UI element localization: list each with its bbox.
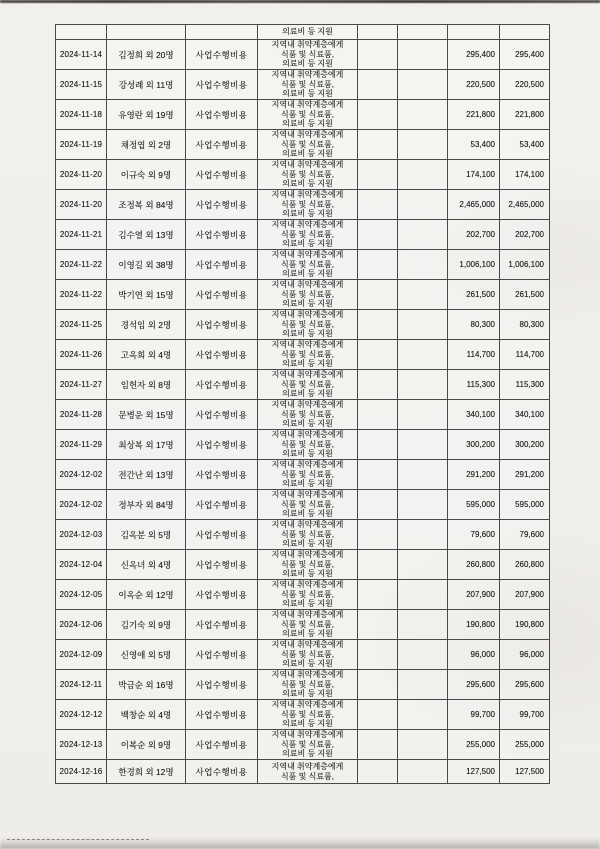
cell-blank-2 <box>397 340 447 369</box>
cell-amount2: 202,700 <box>499 220 548 249</box>
cell-amount1: 300,200 <box>447 430 499 459</box>
cell-name: 임헌자 외 8명 <box>106 370 185 399</box>
cell-blank-1 <box>357 670 397 699</box>
cell-desc: 지역내 취약계층에게 식품 및 식료품, 의료비 등 지원 <box>257 280 357 309</box>
cell-blank-2 <box>397 370 447 399</box>
cell-blank-1 <box>357 490 397 519</box>
cell-amount2: 99,700 <box>499 700 548 729</box>
cell-amount1: 127,500 <box>447 760 499 783</box>
cell-date: 2024-12-16 <box>59 767 103 776</box>
cell-desc: 지역내 취약계층에게 식품 및 식료품, 의료비 등 지원 <box>257 400 357 429</box>
cell-amount2: 595,000 <box>499 490 548 519</box>
cell-desc: 지역내 취약계층에게 식품 및 식료품, 의료비 등 지원 <box>257 580 357 609</box>
table-row <box>56 729 549 759</box>
table-row <box>56 759 549 783</box>
cell-desc: 지역내 취약계층에게 식품 및 식료품, 의료비 등 지원 <box>257 520 357 549</box>
table-row <box>56 249 549 279</box>
cell-blank-2 <box>397 310 447 339</box>
cell-type: 사업수행비용 <box>185 40 257 69</box>
cell-blank-1 <box>357 700 397 729</box>
cell-date: 2024-12-02 <box>59 500 103 509</box>
cell-blank-1 <box>357 310 397 339</box>
cell-type: 사업수행비용 <box>185 220 257 249</box>
cell-name: 한경희 외 12명 <box>106 760 185 783</box>
cell-blank-2 <box>397 700 447 729</box>
cell-desc: 지역내 취약계층에게 식품 및 식료품, 의료비 등 지원 <box>257 190 357 219</box>
cell-amount2: 96,000 <box>499 640 548 669</box>
cell-desc: 지역내 취약계층에게 식품 및 식료품, 의료비 등 지원 <box>257 220 357 249</box>
cell-date: 2024-11-27 <box>59 380 103 389</box>
cell-blank-1 <box>357 40 397 69</box>
cell-date: 2024-12-06 <box>59 620 103 629</box>
cell-name: 최상복 외 17명 <box>106 430 185 459</box>
cell-desc: 지역내 취약계층에게 식품 및 식료품, 의료비 등 지원 <box>257 340 357 369</box>
carryover-desc: 의료비 등 지원 <box>257 25 357 39</box>
cell-date: 2024-11-18 <box>59 110 103 119</box>
cell-amount2: 261,500 <box>499 280 548 309</box>
cell-blank-2 <box>397 430 447 459</box>
cell-amount1: 595,000 <box>447 490 499 519</box>
cell-type: 사업수행비용 <box>185 190 257 219</box>
cell-type: 사업수행비용 <box>185 610 257 639</box>
cell-date: 2024-11-21 <box>59 230 103 239</box>
cell-date: 2024-11-26 <box>59 350 103 359</box>
cell-amount1: 291,200 <box>447 460 499 489</box>
table-row <box>56 579 549 609</box>
cell-blank-1 <box>357 100 397 129</box>
cell-desc: 지역내 취약계층에게 식품 및 식료품, 의료비 등 지원 <box>257 310 357 339</box>
cell-amount1: 202,700 <box>447 220 499 249</box>
cell-name: 이옥순 외 12명 <box>106 580 185 609</box>
table-row <box>56 129 549 159</box>
cell-date: 2024-12-02 <box>59 470 103 479</box>
cell-name: 정부자 외 84명 <box>106 490 185 519</box>
cell-blank-2 <box>397 280 447 309</box>
cell-type: 사업수행비용 <box>185 430 257 459</box>
cell-amount1: 114,700 <box>447 340 499 369</box>
cell-amount1: 2,465,000 <box>447 190 499 219</box>
cell-amount2: 340,100 <box>499 400 548 429</box>
cell-type: 사업수행비용 <box>185 580 257 609</box>
cell-amount1: 220,500 <box>447 70 499 99</box>
cell-desc: 지역내 취약계층에게 식품 및 식료품, 의료비 등 지원 <box>257 730 357 759</box>
carryover-row <box>56 25 549 39</box>
cell-amount1 <box>447 25 499 39</box>
table-row <box>56 339 549 369</box>
cell-blank-2 <box>397 520 447 549</box>
cell-name: 문병운 외 15명 <box>106 400 185 429</box>
cell-amount2: 300,200 <box>499 430 548 459</box>
cell-amount2: 174,100 <box>499 160 548 189</box>
cell-blank-1 <box>357 70 397 99</box>
cell-blank-2 <box>397 130 447 159</box>
cell-amount2: 53,400 <box>499 130 548 159</box>
cell-blank-1 <box>357 460 397 489</box>
cell-amount2: 2,465,000 <box>499 190 548 219</box>
cell-desc: 지역내 취약계층에게 식품 및 식료품, 의료비 등 지원 <box>257 160 357 189</box>
table-row <box>56 219 549 249</box>
cell-date: 2024-12-03 <box>59 530 103 539</box>
table-row <box>56 69 549 99</box>
cell-desc: 지역내 취약계층에게 식품 및 식료품, 의료비 등 지원 <box>257 370 357 399</box>
cell-date: 2024-11-15 <box>59 80 103 89</box>
cell-amount1: 190,800 <box>447 610 499 639</box>
cell-blank-1 <box>357 160 397 189</box>
cell-blank-2 <box>397 640 447 669</box>
cell-blank-1 <box>357 25 397 39</box>
cell-amount1: 115,300 <box>447 370 499 399</box>
cell-amount1: 261,500 <box>447 280 499 309</box>
cell-blank-1 <box>357 550 397 579</box>
cell-date: 2024-11-20 <box>59 200 103 209</box>
cell-date: 2024-11-20 <box>59 170 103 179</box>
cell-amount1: 255,000 <box>447 730 499 759</box>
cell-type: 사업수행비용 <box>185 760 257 783</box>
ledger-table <box>55 24 550 784</box>
table-row <box>56 279 549 309</box>
cell-amount2: 115,300 <box>499 370 548 399</box>
cell-date: 2024-11-19 <box>59 140 103 149</box>
cell-date: 2024-11-22 <box>59 260 103 269</box>
cell-blank-1 <box>357 520 397 549</box>
cell-name: 유영란 외 19명 <box>106 100 185 129</box>
cell-type: 사업수행비용 <box>185 490 257 519</box>
cell-amount1: 174,100 <box>447 160 499 189</box>
cell-type: 사업수행비용 <box>185 640 257 669</box>
cell-blank-1 <box>357 730 397 759</box>
table-row <box>56 369 549 399</box>
cell-amount1: 53,400 <box>447 130 499 159</box>
cell-date: 2024-11-22 <box>59 290 103 299</box>
cell-blank-1 <box>357 430 397 459</box>
cell-blank-2 <box>397 580 447 609</box>
cell-type: 사업수행비용 <box>185 730 257 759</box>
cell-type: 사업수행비용 <box>185 340 257 369</box>
cell-blank-1 <box>357 130 397 159</box>
cell-date: 2024-11-29 <box>59 440 103 449</box>
cell-type: 사업수행비용 <box>185 670 257 699</box>
cell-desc: 지역내 취약계층에게 식품 및 식료품, 의료비 등 지원 <box>257 100 357 129</box>
table-row <box>56 399 549 429</box>
cell-blank-1 <box>357 220 397 249</box>
cell-type: 사업수행비용 <box>185 550 257 579</box>
scan-top-edge-artifact <box>0 0 600 3</box>
cell-date: 2024-11-14 <box>59 50 103 59</box>
cell-blank-2 <box>397 190 447 219</box>
cell-date: 2024-12-05 <box>59 590 103 599</box>
cell-blank-2 <box>397 760 447 783</box>
table-row <box>56 189 549 219</box>
cell-amount2: 190,800 <box>499 610 548 639</box>
cell-type: 사업수행비용 <box>185 400 257 429</box>
table-row <box>56 39 549 69</box>
cell-name: 조정복 외 84명 <box>106 190 185 219</box>
cell-type: 사업수행비용 <box>185 70 257 99</box>
cell-type: 사업수행비용 <box>185 280 257 309</box>
cell-blank-2 <box>397 40 447 69</box>
cell-name: 전간난 외 13명 <box>106 460 185 489</box>
cell-name: 신옥녀 외 4명 <box>106 550 185 579</box>
cell-name: 백창순 외 4명 <box>106 700 185 729</box>
cell-blank-1 <box>357 760 397 783</box>
table-row <box>56 459 549 489</box>
cell-amount2: 1,006,100 <box>499 250 548 279</box>
cell-date: 2024-12-13 <box>59 740 103 749</box>
cell-desc: 지역내 취약계층에게 식품 및 식료품, 의료비 등 지원 <box>257 670 357 699</box>
cell-name <box>106 25 185 39</box>
cell-amount2 <box>499 25 548 39</box>
cell-desc: 지역내 취약계층에게 식품 및 식료품, 의료비 등 지원 <box>257 550 357 579</box>
table-row <box>56 429 549 459</box>
cell-blank-2 <box>397 250 447 279</box>
table-row <box>56 309 549 339</box>
cell-amount2: 295,600 <box>499 670 548 699</box>
cell-amount2: 295,400 <box>499 40 548 69</box>
cell-amount2: 221,800 <box>499 100 548 129</box>
cell-date: 2024-11-28 <box>59 410 103 419</box>
cell-blank-1 <box>357 580 397 609</box>
cell-name: 김옥분 외 5명 <box>106 520 185 549</box>
cell-date <box>56 25 106 39</box>
cell-amount2: 207,900 <box>499 580 548 609</box>
cell-amount1: 340,100 <box>447 400 499 429</box>
cell-type: 사업수행비용 <box>185 700 257 729</box>
cell-blank-1 <box>357 610 397 639</box>
cell-blank-2 <box>397 160 447 189</box>
cell-desc: 지역내 취약계층에게 식품 및 식료품, 의료비 등 지원 <box>257 610 357 639</box>
cell-blank-2 <box>397 550 447 579</box>
cell-blank-1 <box>357 400 397 429</box>
cell-amount1: 295,600 <box>447 670 499 699</box>
cell-amount2: 80,300 <box>499 310 548 339</box>
table-row <box>56 699 549 729</box>
cell-blank-2 <box>397 460 447 489</box>
cell-desc: 지역내 취약계층에게 식품 및 식료품, 의료비 등 지원 <box>257 70 357 99</box>
cell-amount2: 127,500 <box>499 760 548 783</box>
cell-type <box>185 25 257 39</box>
cell-desc: 지역내 취약계층에게 식품 및 식료품, 의료비 등 지원 <box>257 250 357 279</box>
cell-blank-2 <box>397 490 447 519</box>
cell-desc: 지역내 취약계층에게 식품 및 식료품, 의료비 등 지원 <box>257 130 357 159</box>
cell-desc: 지역내 취약계층에게 식품 및 식료품, 의료비 등 지원 <box>257 490 357 519</box>
cell-type: 사업수행비용 <box>185 250 257 279</box>
cell-desc: 지역내 취약계층에게 식품 및 식료품, 의료비 등 지원 <box>257 430 357 459</box>
cell-blank-2 <box>397 220 447 249</box>
cell-amount2: 114,700 <box>499 340 548 369</box>
cell-type: 사업수행비용 <box>185 520 257 549</box>
cell-amount1: 1,006,100 <box>447 250 499 279</box>
cell-type: 사업수행비용 <box>185 310 257 339</box>
cell-name: 이규숙 외 9명 <box>106 160 185 189</box>
cell-date: 2024-12-12 <box>59 710 103 719</box>
cell-date: 2024-12-09 <box>59 650 103 659</box>
table-row <box>56 669 549 699</box>
cell-desc: 지역내 취약계층에게 식품 및 식료품, 의료비 등 지원 <box>257 40 357 69</box>
cell-amount2: 291,200 <box>499 460 548 489</box>
cell-name: 김기숙 외 9명 <box>106 610 185 639</box>
cell-amount2: 79,600 <box>499 520 548 549</box>
cell-desc: 지역내 취약계층에게 식품 및 식료품, 의료비 등 지원 <box>257 640 357 669</box>
cell-type: 사업수행비용 <box>185 160 257 189</box>
cell-amount2: 255,000 <box>499 730 548 759</box>
cell-type: 사업수행비용 <box>185 460 257 489</box>
cell-blank-2 <box>397 25 447 39</box>
table-row <box>56 519 549 549</box>
cell-name: 경석임 외 2명 <box>106 310 185 339</box>
cell-blank-2 <box>397 730 447 759</box>
table-row <box>56 549 549 579</box>
cell-type: 사업수행비용 <box>185 370 257 399</box>
cell-desc: 지역내 취약계층에게 식품 및 식료품, 의료비 등 지원 <box>257 460 357 489</box>
cell-blank-1 <box>357 190 397 219</box>
cell-type: 사업수행비용 <box>185 100 257 129</box>
table-row <box>56 609 549 639</box>
cell-blank-2 <box>397 670 447 699</box>
cell-desc: 지역내 취약계층에게 식품 및 식료품, 의료비 등 지원 <box>257 700 357 729</box>
cell-name: 이복순 외 9명 <box>106 730 185 759</box>
cell-desc: 지역내 취약계층에게 식품 및 식료품, <box>257 760 357 783</box>
cell-date: 2024-11-25 <box>59 320 103 329</box>
cell-amount1: 260,800 <box>447 550 499 579</box>
cell-blank-1 <box>357 370 397 399</box>
cell-amount1: 207,900 <box>447 580 499 609</box>
cell-amount1: 99,700 <box>447 700 499 729</box>
cell-blank-1 <box>357 280 397 309</box>
table-row <box>56 639 549 669</box>
cell-amount2: 260,800 <box>499 550 548 579</box>
cell-name: 고옥희 외 4명 <box>106 340 185 369</box>
cell-blank-2 <box>397 610 447 639</box>
cell-amount1: 96,000 <box>447 640 499 669</box>
cell-name: 김수열 외 13명 <box>106 220 185 249</box>
cell-amount1: 80,300 <box>447 310 499 339</box>
table-row <box>56 489 549 519</box>
cell-amount2: 220,500 <box>499 70 548 99</box>
cell-name: 박기연 외 15명 <box>106 280 185 309</box>
cell-name: 이영길 외 38명 <box>106 250 185 279</box>
cell-date: 2024-12-04 <box>59 560 103 569</box>
cell-date: 2024-12-11 <box>59 680 103 689</box>
cell-blank-1 <box>357 340 397 369</box>
cell-name: 김정희 외 20명 <box>106 40 185 69</box>
cell-blank-2 <box>397 70 447 99</box>
cell-blank-1 <box>357 640 397 669</box>
ledger-body <box>56 39 549 783</box>
cell-amount1: 295,400 <box>447 40 499 69</box>
table-row <box>56 99 549 129</box>
cell-amount1: 79,600 <box>447 520 499 549</box>
cell-blank-2 <box>397 400 447 429</box>
cell-amount1: 221,800 <box>447 100 499 129</box>
cell-blank-1 <box>357 250 397 279</box>
cell-name: 강성례 외 11명 <box>106 70 185 99</box>
cell-name: 박금순 외 16명 <box>106 670 185 699</box>
cell-name: 채정엽 외 2명 <box>106 130 185 159</box>
table-row <box>56 159 549 189</box>
cell-blank-2 <box>397 100 447 129</box>
cell-name: 신영애 외 5명 <box>106 640 185 669</box>
cell-type: 사업수행비용 <box>185 130 257 159</box>
scan-bottom-shadow-artifact <box>0 838 600 849</box>
